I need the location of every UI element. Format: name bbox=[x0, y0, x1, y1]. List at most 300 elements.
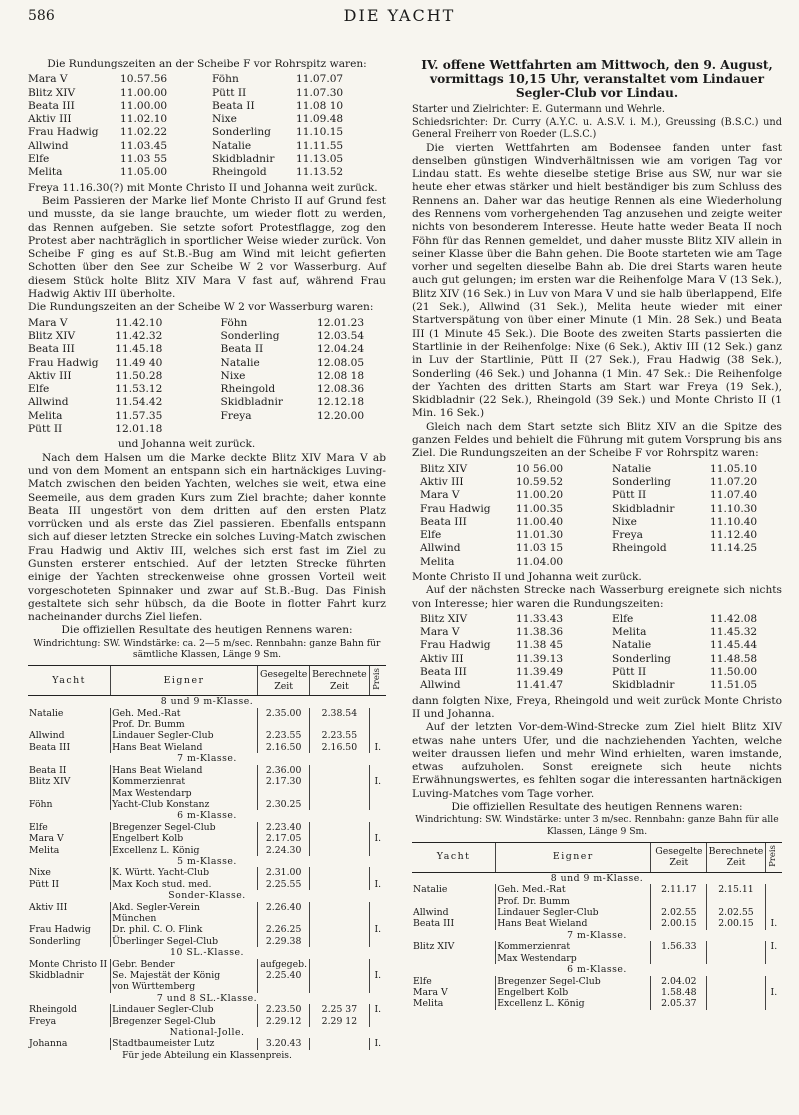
result-row bbox=[28, 970, 386, 981]
rounding-time: 11.45.32 bbox=[710, 626, 758, 639]
magazine-title: DIE YACHT bbox=[343, 6, 456, 25]
owner-name: Max Westendarp bbox=[496, 953, 651, 964]
yacht-name: Natalie bbox=[29, 707, 64, 719]
rounding-time: 11.00.40 bbox=[516, 515, 564, 528]
rounding-time: 11.03 15 bbox=[516, 542, 564, 555]
rounding-time: 11.49 40 bbox=[115, 356, 163, 369]
prize: I. bbox=[369, 1004, 386, 1015]
prize bbox=[369, 730, 386, 741]
yacht-name: Frau Hadwig bbox=[28, 356, 99, 369]
time-row bbox=[420, 679, 780, 692]
sailed-time: 2.36.00 bbox=[257, 765, 309, 776]
paragraph: Auf der letzten Vor-dem-Wind-Strecke zum Ziel hielt Blitz XIV etwas nahe unters Ufer, und die nachziehenden Yachten, welche weiter draussen liefen und mehr Wind erhielten, waren imstande, etwas aufzuholen. Sonst ereignete sich heute nichts Erwähnungswertes, es fehlten sogar die interessanten hartnäckigen Luving-Matches vom Tage vorher. bbox=[412, 721, 782, 800]
yacht-name: Melita bbox=[28, 409, 63, 422]
rounding-times-table bbox=[420, 613, 780, 693]
time-row bbox=[420, 529, 780, 542]
rounding-time: 11.42.32 bbox=[115, 329, 163, 342]
results-table bbox=[28, 665, 386, 1050]
result-row bbox=[412, 976, 782, 987]
owner-name: Excellenz L. König bbox=[496, 998, 651, 1009]
result-row bbox=[28, 765, 386, 776]
yacht-name: Pütt II bbox=[612, 666, 647, 679]
owner-name: Überlinger Segel-Club bbox=[111, 936, 258, 947]
rounding-time: 11.00.00 bbox=[120, 86, 168, 99]
yacht-name: Frau Hadwig bbox=[420, 639, 491, 652]
rounding-time: 11.50.00 bbox=[710, 666, 758, 679]
yacht-name bbox=[221, 423, 317, 436]
sailed-time: 2.05.37 bbox=[651, 998, 707, 1009]
sailed-time: 2.23.55 bbox=[257, 730, 309, 741]
rounding-time: 10.57.56 bbox=[120, 73, 168, 86]
yacht-name: Johanna bbox=[29, 1038, 68, 1050]
yacht-name: Melita bbox=[420, 555, 455, 568]
rounding-time: 11.10.30 bbox=[710, 502, 758, 515]
yacht-name: Mara V bbox=[29, 833, 64, 845]
time-row bbox=[420, 639, 780, 652]
yacht-name: Skidbladnir bbox=[212, 153, 275, 166]
owner-name: Akd. Segler-Verein bbox=[111, 902, 258, 913]
owner-name: Yacht-Club Konstanz bbox=[111, 799, 258, 810]
rounding-time: 10 56.00 bbox=[516, 462, 564, 475]
yacht-name: Allwind bbox=[28, 396, 69, 409]
yacht-name bbox=[612, 556, 710, 569]
owner-name: Hans Beat Wieland bbox=[111, 742, 258, 753]
yacht-name: Nixe bbox=[220, 369, 246, 382]
yacht-name: Beata III bbox=[28, 343, 75, 356]
results-header-cell: Eigner bbox=[111, 665, 258, 695]
owner-name: Prof. Dr. Bumm bbox=[111, 719, 258, 730]
rounding-times-table bbox=[28, 73, 376, 179]
paragraph: Die vierten Wettfahrten am Bodensee fanden unter fast denselben günstigen Windverhältnissen wie am vorigen Tag vor Lindau statt. Es wehte dieselbe stetige Brise aus SW, nur war sie heute eher etwas stärker und hielt beständiger bis zum Schluss des Rennens an. Daher war das heutige Rennen als eine Wiederholung des Rennens vom vorhergehenden Tag anzusehen und zeigte weiter nichts von besonderem Interesse. Heute hatte weder Beata II noch Föhn für das Rennen gemeldet, und daher musste Blitz XIV allein in seiner Klasse über die Bahn gehen. Die Boote starteten wie am Tage vorher und segelten dieselbe Bahn ab. Die drei Starts waren heute auch gut gelungen; im ersten war die Reihenfolge Mara V (13 Sek.), Blitz XIV (16 Sek.) in Luv von Mara V und sie halb überlappend, Elfe (21 Sek.), Allwind (31 Sek.), Melita heute wieder mit einer Startverspätung von über einer Minute (1 Min. 28 Sek.) und Beata III (1 Minute 45 Sek.). Die Boote des zweiten Starts passierten die Startlinie in der Reihenfolge: Nixe (6 Sek.), Aktiv III (12 Sek.) ganz in Luv der Startlinie, Pütt II (27 Sek.), Frau Hadwig (38 Sek.), Sonderling (46 Sek.) und Johanna (1 Min. 47 Sek.: Die Reihenfolge der Yachten des dritten Starts am Start war Freya (19 Sek.), Skidbladnir (22 Sek.), Rheingold (39 Sek.) und Monte Christo II (1 Min. 16 Sek.) bbox=[412, 141, 782, 420]
class-name: 7 m-Klasse. bbox=[567, 929, 627, 941]
sailed-time: 3.20.43 bbox=[257, 1038, 309, 1049]
time-row bbox=[420, 556, 780, 569]
owner-name: Gebr. Bender bbox=[111, 959, 258, 970]
yacht-name: Elfe bbox=[612, 612, 634, 625]
sailed-time: 2.16.50 bbox=[257, 742, 309, 753]
wind-info: Windrichtung: SW. Windstärke: unter 3 m/sec. Rennbahn: ganze Bahn für alle Klassen, Länge 9 Sm. bbox=[415, 814, 779, 837]
calculated-time bbox=[310, 902, 369, 913]
yacht-name: Aktiv III bbox=[29, 901, 68, 913]
prize bbox=[369, 902, 386, 913]
result-row bbox=[412, 953, 782, 964]
yacht-name: Allwind bbox=[413, 907, 449, 919]
calculated-time: 2.16.50 bbox=[310, 742, 369, 753]
class-name: 6 m-Klasse. bbox=[567, 964, 627, 976]
time-row bbox=[28, 317, 386, 330]
results-header-cell: Gesegelte Zeit bbox=[257, 665, 309, 695]
rounding-time: 11.02.22 bbox=[120, 126, 168, 139]
yacht-name: Nixe bbox=[612, 515, 637, 528]
prize bbox=[369, 845, 386, 856]
time-row bbox=[28, 113, 376, 126]
rounding-time: 11.04.00 bbox=[516, 555, 564, 568]
calculated-time bbox=[310, 913, 369, 924]
class-row bbox=[412, 930, 782, 941]
prize bbox=[369, 799, 386, 810]
rounding-time: 11.50.28 bbox=[115, 369, 163, 382]
sailed-time: aufgegeb. bbox=[257, 959, 309, 970]
rounding-time: 11.13.05 bbox=[296, 153, 344, 166]
yacht-name: Skidbladnir bbox=[220, 396, 283, 409]
rounding-time: 12.01.18 bbox=[115, 423, 163, 436]
yacht-name bbox=[28, 981, 111, 992]
yacht-name: Blitz XIV bbox=[28, 329, 76, 342]
yacht-name: Frau Hadwig bbox=[420, 502, 491, 515]
yacht-name: Aktiv III bbox=[420, 475, 464, 488]
rounding-time: 11.13.52 bbox=[296, 166, 344, 179]
owner-name: Kommerzienrat bbox=[496, 941, 651, 952]
prize bbox=[369, 913, 386, 924]
result-row bbox=[28, 730, 386, 741]
owner-name: Kommerzienrat bbox=[111, 776, 258, 787]
calculated-time bbox=[310, 788, 369, 799]
yacht-name: Skidbladnir bbox=[29, 970, 84, 982]
yacht-name: Allwind bbox=[28, 139, 69, 152]
rounding-time: 11.05.10 bbox=[710, 462, 758, 475]
rounding-time: 11.39.49 bbox=[516, 666, 564, 679]
calculated-time bbox=[707, 998, 766, 1009]
calculated-time bbox=[707, 976, 766, 987]
owner-name: Bregenzer Segel-Club bbox=[111, 1016, 258, 1027]
result-row bbox=[412, 884, 782, 895]
prize: I. bbox=[369, 776, 386, 787]
owner-name: Bregenzer Segel-Club bbox=[111, 822, 258, 833]
prize bbox=[765, 976, 782, 987]
rounding-time: 11.57.35 bbox=[115, 409, 163, 422]
calculated-time bbox=[310, 981, 369, 992]
monte-note: Monte Christo II und Johanna weit zurück. bbox=[412, 571, 642, 583]
yacht-name: Elfe bbox=[29, 821, 48, 833]
sailed-time: 1.56.33 bbox=[651, 941, 707, 952]
rounding-time: 11.48.58 bbox=[710, 652, 758, 665]
rounding-time: 11.12.40 bbox=[710, 529, 758, 542]
yacht-name: Sonderling bbox=[612, 652, 671, 665]
intro-scheibe-w2: Die Rundungszeiten an der Scheibe W 2 vor Wasserburg waren: bbox=[28, 301, 374, 314]
sailed-time: 2.02.55 bbox=[651, 907, 707, 918]
result-row bbox=[28, 902, 386, 913]
results-footer: Für jede Abteilung ein Klassenpreis. bbox=[122, 1049, 292, 1061]
calculated-time: 2.02.55 bbox=[707, 907, 766, 918]
result-row bbox=[412, 896, 782, 907]
paragraph: Auf der nächsten Strecke nach Wasserburg ereignete sich nichts von Interesse; hier waren die Rundungszeiten: bbox=[412, 584, 782, 610]
rounding-time: 11.51.05 bbox=[710, 679, 758, 692]
yacht-name: Beata III bbox=[420, 515, 467, 528]
time-row bbox=[28, 396, 386, 409]
yacht-name: Pütt II bbox=[612, 489, 647, 502]
yacht-name: Pütt II bbox=[29, 878, 60, 890]
time-row bbox=[28, 357, 386, 370]
class-name: 8 und 9 m-Klasse. bbox=[160, 696, 254, 708]
time-row bbox=[420, 653, 780, 666]
owner-name: von Württemberg bbox=[111, 981, 258, 992]
yacht-name: Aktiv III bbox=[28, 369, 72, 382]
results-header-text: Preis bbox=[768, 844, 779, 867]
results-header-cell: Eigner bbox=[496, 842, 651, 872]
yacht-name: Freya bbox=[220, 409, 252, 422]
class-name: Sonder-Klasse. bbox=[168, 890, 246, 902]
time-row bbox=[28, 87, 376, 100]
sailed-time: 1.58.48 bbox=[651, 987, 707, 998]
result-row bbox=[28, 867, 386, 878]
prize: I. bbox=[369, 879, 386, 890]
class-row bbox=[28, 947, 386, 958]
calculated-time bbox=[707, 953, 766, 964]
result-row bbox=[28, 719, 386, 730]
calculated-time bbox=[310, 1038, 369, 1049]
prize bbox=[369, 1016, 386, 1027]
owner-name: Hans Beat Wieland bbox=[111, 765, 258, 776]
yacht-name bbox=[28, 788, 111, 799]
yacht-name bbox=[28, 913, 111, 924]
sailed-time bbox=[651, 953, 707, 964]
paragraph: Gleich nach dem Start setzte sich Blitz XIV an die Spitze des ganzen Feldes und behielt die Führung mit gutem Vorsprung bis ans Ziel. Die Rundungszeiten an der Scheibe F vor Rohrspitz waren: bbox=[412, 420, 782, 460]
result-row bbox=[28, 833, 386, 844]
yacht-name: Freya bbox=[29, 1015, 57, 1027]
sailed-time bbox=[257, 719, 309, 730]
result-row bbox=[28, 845, 386, 856]
yacht-name: Nixe bbox=[212, 113, 237, 126]
yacht-name bbox=[412, 896, 496, 907]
calculated-time bbox=[310, 845, 369, 856]
prize bbox=[369, 981, 386, 992]
yacht-name: Elfe bbox=[28, 383, 50, 396]
calculated-time bbox=[707, 987, 766, 998]
left-column bbox=[28, 58, 386, 1061]
results-header-cell: Yacht bbox=[28, 665, 111, 695]
sailed-time: 2.25.40 bbox=[257, 970, 309, 981]
rounding-time: 12.12.18 bbox=[316, 396, 365, 409]
rounding-time: 12.20.00 bbox=[316, 409, 365, 422]
time-row bbox=[28, 73, 376, 86]
time-row bbox=[420, 476, 780, 489]
sailed-time: 2.23.40 bbox=[257, 822, 309, 833]
yacht-name: Beata II bbox=[212, 99, 255, 112]
result-row bbox=[28, 1004, 386, 1015]
owner-name: Geh. Med.-Rat bbox=[111, 708, 258, 719]
sailed-time bbox=[651, 896, 707, 907]
results-header-cell: Yacht bbox=[412, 842, 496, 872]
prize bbox=[765, 907, 782, 918]
prize bbox=[765, 896, 782, 907]
result-row bbox=[28, 1016, 386, 1027]
freya-note: Freya 11.16.30(?) mit Monte Christo II und Johanna weit zurück. bbox=[28, 181, 378, 194]
prize bbox=[369, 867, 386, 878]
time-row bbox=[28, 126, 376, 139]
intro-scheibe-f: Die Rundungszeiten an der Scheibe F vor Rohrspitz waren: bbox=[47, 58, 367, 70]
results-header-cell: Berechnete Zeit bbox=[310, 665, 369, 695]
result-row bbox=[28, 1038, 386, 1049]
class-row bbox=[28, 1027, 386, 1038]
prize bbox=[765, 884, 782, 895]
yacht-name bbox=[28, 719, 111, 730]
yacht-name: Beata III bbox=[28, 99, 75, 112]
calculated-time bbox=[310, 799, 369, 810]
yacht-name: Natalie bbox=[612, 462, 652, 475]
yacht-name: Rheingold bbox=[612, 542, 667, 555]
yacht-name bbox=[412, 953, 496, 964]
yacht-name: Aktiv III bbox=[420, 652, 464, 665]
class-name: 7 m-Klasse. bbox=[177, 753, 237, 765]
owner-name: Engelbert Kolb bbox=[111, 833, 258, 844]
yacht-name: Frau Hadwig bbox=[28, 126, 99, 139]
time-row bbox=[28, 100, 376, 113]
rounding-time: 11.10.40 bbox=[710, 515, 758, 528]
yacht-name: Beata II bbox=[29, 764, 67, 776]
result-row bbox=[28, 799, 386, 810]
yacht-name: Pütt II bbox=[28, 423, 63, 436]
owner-name: Prof. Dr. Bumm bbox=[496, 896, 651, 907]
yacht-name: Melita bbox=[28, 166, 63, 179]
rounding-time: 12.03.54 bbox=[316, 329, 365, 342]
owner-name: Max Westendarp bbox=[111, 788, 258, 799]
judges-line: Schiedsrichter: Dr. Curry (A.Y.C. u. A.S.V. i. M.), Greussing (B.S.C.) und General Freiherr von Roeder (L.S.C.) bbox=[412, 116, 782, 140]
rounding-time: 11.10.15 bbox=[296, 126, 344, 139]
result-row bbox=[28, 742, 386, 753]
owner-name: Se. Majestät der König bbox=[111, 970, 258, 981]
rounding-time: 11.02.10 bbox=[120, 113, 168, 126]
result-row bbox=[28, 879, 386, 890]
time-row bbox=[420, 613, 780, 626]
prize bbox=[369, 765, 386, 776]
yacht-name: Mara V bbox=[420, 626, 460, 639]
rounding-time: 11.07.30 bbox=[296, 86, 344, 99]
calculated-time: 2.23.55 bbox=[310, 730, 369, 741]
prize: I. bbox=[369, 924, 386, 935]
owner-name: Excellenz L. König bbox=[111, 845, 258, 856]
prize bbox=[765, 953, 782, 964]
rounding-time: 12.04.24 bbox=[316, 343, 365, 356]
rounding-time bbox=[710, 556, 780, 569]
time-row bbox=[28, 423, 386, 436]
johanna-note: und Johanna weit zurück. bbox=[118, 438, 256, 451]
sailed-time bbox=[257, 981, 309, 992]
rounding-time: 12.08.36 bbox=[316, 383, 365, 396]
sailed-time: 2.24.30 bbox=[257, 845, 309, 856]
prize bbox=[369, 708, 386, 719]
class-row bbox=[28, 993, 386, 1004]
calculated-time bbox=[707, 941, 766, 952]
time-row bbox=[28, 330, 386, 343]
sailed-time: 2.35.00 bbox=[257, 708, 309, 719]
rounding-time bbox=[317, 423, 386, 436]
sailed-time: 2.29.38 bbox=[257, 936, 309, 947]
results-table bbox=[412, 842, 782, 1010]
owner-name: Lindauer Segler-Club bbox=[111, 730, 258, 741]
prize: I. bbox=[765, 987, 782, 998]
result-row bbox=[28, 959, 386, 970]
result-row bbox=[28, 788, 386, 799]
rounding-time: 11.07.20 bbox=[710, 475, 758, 488]
rounding-time: 11.11.55 bbox=[296, 139, 344, 152]
class-row bbox=[28, 753, 386, 764]
prize: I. bbox=[369, 742, 386, 753]
results-header-row bbox=[412, 842, 782, 872]
sailed-time: 2.26.40 bbox=[257, 902, 309, 913]
results-intro: Die offiziellen Resultate des heutigen Rennens waren: bbox=[61, 624, 353, 637]
result-row bbox=[412, 907, 782, 918]
time-row bbox=[420, 503, 780, 516]
owner-name: Hans Beat Wieland bbox=[496, 918, 651, 929]
sailed-time: 2.25.55 bbox=[257, 879, 309, 890]
rounding-time: 11.00.20 bbox=[516, 489, 564, 502]
rounding-time: 11.01.30 bbox=[516, 529, 564, 542]
yacht-name: Blitz XIV bbox=[420, 462, 468, 475]
yacht-name: Monte Christo II bbox=[29, 958, 108, 970]
calculated-time bbox=[310, 765, 369, 776]
rounding-time: 11.45.44 bbox=[710, 639, 758, 652]
sailed-time: 2.17.30 bbox=[257, 776, 309, 787]
time-row bbox=[28, 140, 376, 153]
wind-info: Windrichtung: SW. Windstärke: ca. 2—5 m/sec. Rennbahn: ganze Bahn für sämtliche Klassen, Länge 9 Sm. bbox=[33, 637, 381, 661]
yacht-name: Natalie bbox=[220, 356, 260, 369]
rounding-time: 10.59.52 bbox=[516, 475, 564, 488]
sailed-time bbox=[257, 788, 309, 799]
paragraph: Nach dem Halsen um die Marke deckte Blitz XIV Mara V ab und von dem Moment an entspann sich ein hartnäckiges Luving-Match zwischen den beiden Yachten, welches sie weit, etwa eine Seemeile, aus dem graden Kurs zum Ziel brachte; daher konnte Beata III ungestört von dem dritten auf den ersten Platz vorrücken und als erste das Ziel passieren. Ebenfalls entspann sich auf dieser letzten Strecke ein solches Luving-Match zwischen Frau Hadwig und Aktiv III, welches sich erst fast im Ziel zu Gunsten ersterer entschied. Auf der letzten Strecke führten einige der Yachten streckenweise ohne grossen Vorteil weit vorgeschoteten Spinnaker und zwar auf St.B.-Bug. Das Finish gestaltete sich sehr hübsch, da die Boote in flotter Fahrt kurz nacheinander durchs Ziel liefen. bbox=[28, 451, 386, 624]
rounding-time: 11.03.45 bbox=[120, 139, 168, 152]
result-row bbox=[28, 913, 386, 924]
rounding-time: 11.38 45 bbox=[516, 639, 564, 652]
rounding-time: 11.33.43 bbox=[516, 612, 564, 625]
calculated-time: 2.00.15 bbox=[707, 918, 766, 929]
result-row bbox=[28, 936, 386, 947]
yacht-name: Melita bbox=[612, 626, 647, 639]
yacht-name: Föhn bbox=[220, 316, 248, 329]
class-name: 10 SL.-Klasse. bbox=[170, 947, 244, 959]
owner-name: Geh. Med.-Rat bbox=[496, 884, 651, 895]
calculated-time: 2.29 12 bbox=[310, 1016, 369, 1027]
class-row bbox=[28, 696, 386, 708]
paragraph: Beim Passieren der Marke lief Monte Christo II auf Grund fest und musste, da sie lange brauchte, um wieder flott zu werden, das Rennen aufgeben. Sie setzte sofort Protestflagge, zog den Protest aber nachträglich in sportlicher Weise wieder zurück. Von Scheibe F ging es auf St.B.-Bug am Wind mit leicht gefierten Schotten über den See zur Scheibe W 2 vor Wasserburg. Auf diesem Stück holte Blitz XIV Mara V fast auf, während Frau Hadwig Aktiv III überholte. bbox=[28, 194, 386, 301]
prize: I. bbox=[369, 833, 386, 844]
yacht-name: Nixe bbox=[29, 867, 51, 879]
prize: I. bbox=[369, 970, 386, 981]
yacht-name: Mara V bbox=[28, 316, 68, 329]
prize: I. bbox=[765, 941, 782, 952]
result-row bbox=[412, 941, 782, 952]
class-row bbox=[412, 964, 782, 975]
rounding-time: 11.07.40 bbox=[710, 489, 758, 502]
yacht-name: Beata III bbox=[29, 741, 71, 753]
rounding-time: 11.03 55 bbox=[120, 153, 168, 166]
rounding-time: 11.05.00 bbox=[120, 166, 168, 179]
yacht-name: Allwind bbox=[29, 730, 65, 742]
sailed-time: 2.11.17 bbox=[651, 884, 707, 895]
yacht-name: Blitz XIV bbox=[420, 612, 468, 625]
owner-name: München bbox=[111, 913, 258, 924]
results-header-cell bbox=[369, 665, 386, 695]
time-row bbox=[420, 542, 780, 555]
sailed-time: 2.29.12 bbox=[257, 1016, 309, 1027]
yacht-name: Mara V bbox=[28, 73, 68, 86]
yacht-name: Pütt II bbox=[212, 86, 247, 99]
calculated-time bbox=[310, 936, 369, 947]
time-row bbox=[28, 370, 386, 383]
yacht-name: Natalie bbox=[212, 139, 252, 152]
sailed-time: 2.17.05 bbox=[257, 833, 309, 844]
right-column bbox=[412, 58, 782, 1010]
section-heading: IV. offene Wettfahrten am Mittwoch, den 9. August, vormittags 10,15 Uhr, veranstaltet vom Lindauer Segler-Club vor Lindau. bbox=[421, 58, 773, 100]
rounding-time: 11.45.18 bbox=[115, 343, 163, 356]
calculated-time bbox=[310, 833, 369, 844]
yacht-name: Frau Hadwig bbox=[29, 924, 91, 936]
rounding-time: 11.07.07 bbox=[296, 73, 344, 86]
prize: I. bbox=[369, 1038, 386, 1049]
rounding-time: 11.38.36 bbox=[516, 626, 564, 639]
calculated-time bbox=[707, 896, 766, 907]
yacht-name: Blitz XIV bbox=[413, 941, 455, 953]
prize bbox=[369, 719, 386, 730]
